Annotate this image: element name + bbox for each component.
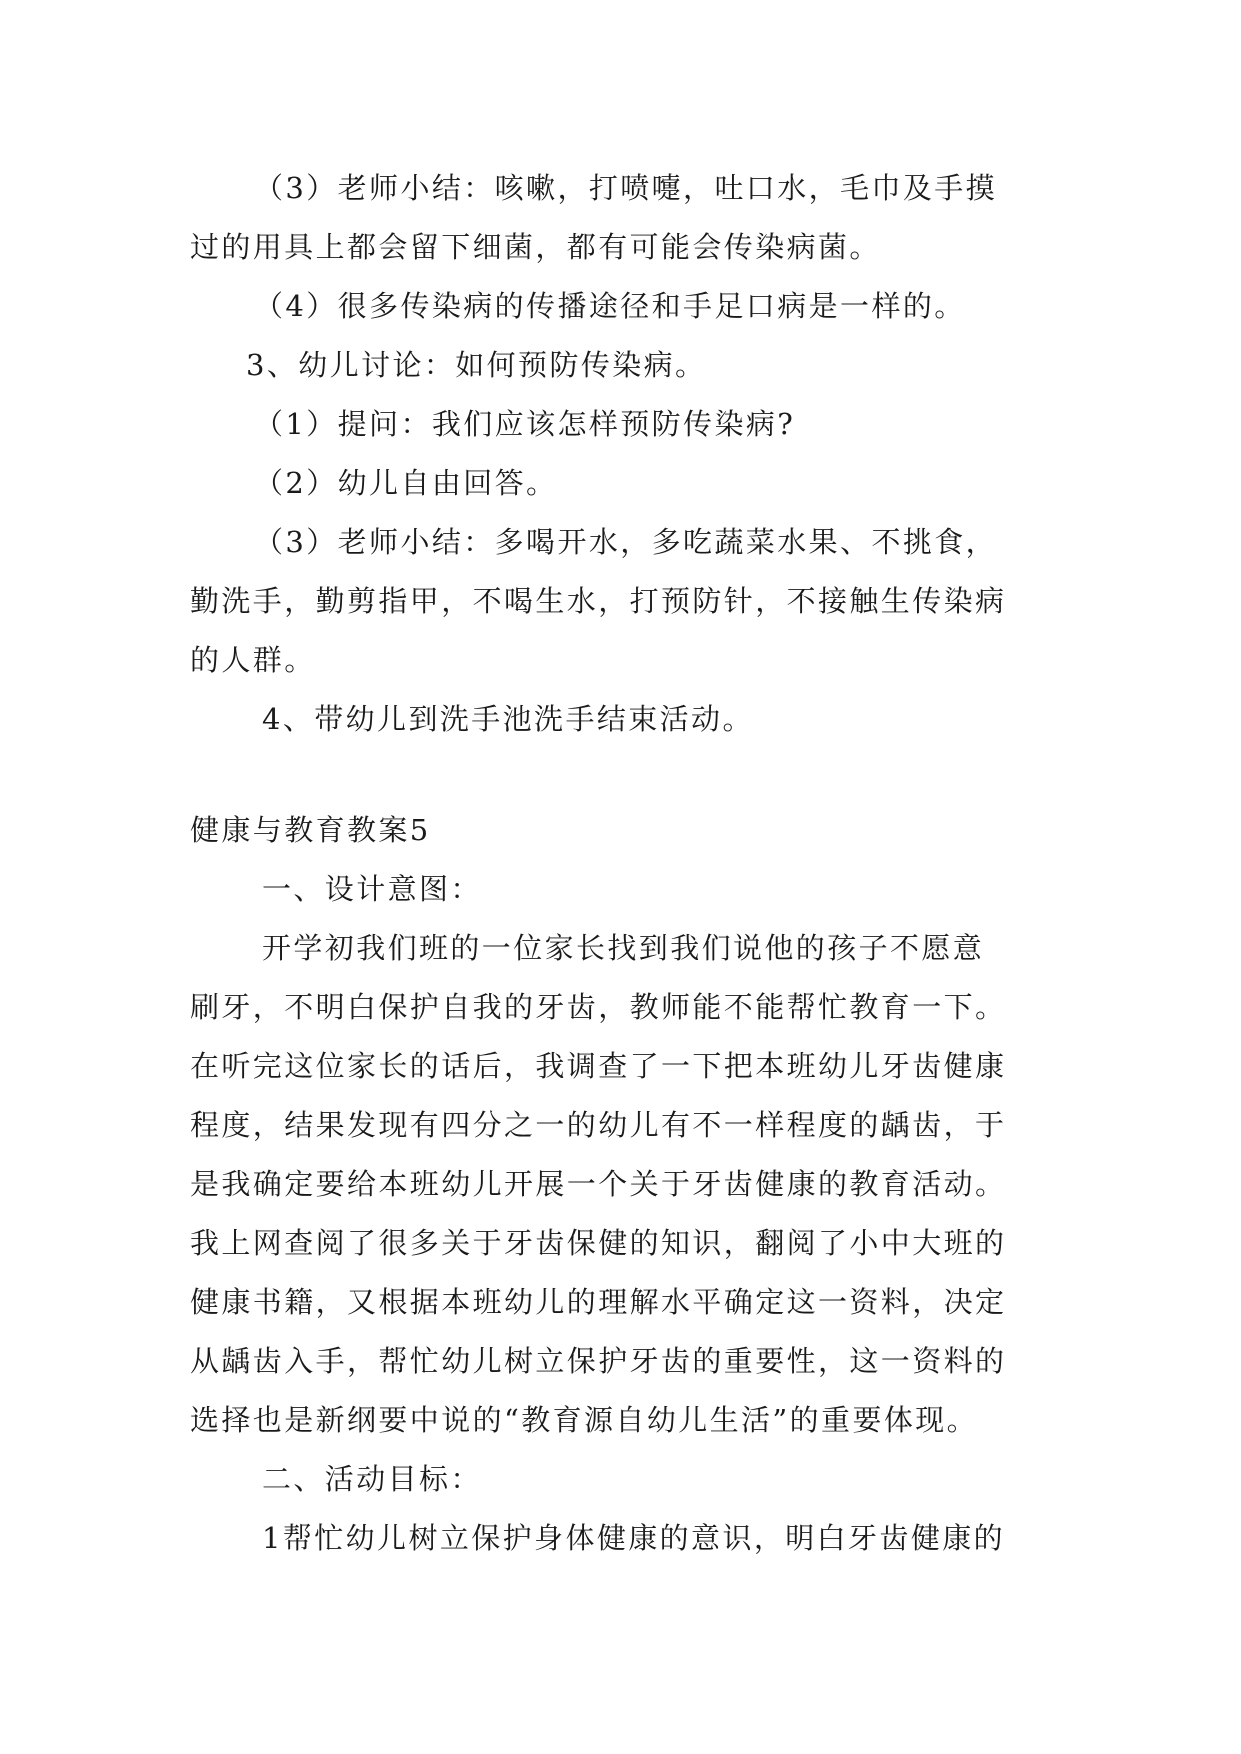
text-line: 从龋齿入手，帮忙幼儿树立保护牙齿的重要性，这一资料的 (190, 1344, 1007, 1378)
text-line: 过的用具上都会留下细菌，都有可能会传染病菌。 (190, 230, 881, 264)
text-line: 3、幼儿讨论：如何预防传染病。 (246, 348, 707, 382)
text-line: （1）提问：我们应该怎样预防传染病? (254, 407, 796, 441)
text-line: 在听完这位家长的话后，我调查了一下把本班幼儿牙齿健康 (190, 1049, 1007, 1083)
text-line: 是我确定要给本班幼儿开展一个关于牙齿健康的教育活动。 (190, 1167, 1007, 1201)
text-line: 的人群。 (190, 643, 316, 677)
text-line: 健康书籍，又根据本班幼儿的理解水平确定这一资料，决定 (190, 1285, 1007, 1319)
text-line: 开学初我们班的一位家长找到我们说他的孩子不愿意 (262, 931, 985, 965)
text-line: 1帮忙幼儿树立保护身体健康的意识，明白牙齿健康的 (262, 1521, 1006, 1555)
text-line: 4、带幼儿到洗手池洗手结束活动。 (262, 702, 754, 736)
text-line: （3）老师小结：咳嗽，打喷嚏，吐口水，毛巾及手摸 (254, 171, 998, 205)
text-line: 一、设计意图： (262, 872, 482, 906)
text-line: 勤洗手，勤剪指甲，不喝生水，打预防针，不接触生传染病 (190, 584, 1007, 618)
text-line: （2）幼儿自由回答。 (254, 466, 558, 500)
text-line: 选择也是新纲要中说的“教育源自幼儿生活”的重要体现。 (190, 1403, 979, 1437)
text-line: （3）老师小结：多喝开水，多吃蔬菜水果、不挑食， (254, 525, 998, 559)
section-heading: 健康与教育教案5 (190, 813, 431, 847)
text-line: 二、活动目标： (262, 1462, 482, 1496)
text-line: （4）很多传染病的传播途径和手足口病是一样的。 (254, 289, 966, 323)
text-line: 程度，结果发现有四分之一的幼儿有不一样程度的龋齿，于 (190, 1108, 1007, 1142)
text-line: 我上网查阅了很多关于牙齿保健的知识，翻阅了小中大班的 (190, 1226, 1007, 1260)
text-line: 刷牙，不明白保护自我的牙齿，教师能不能帮忙教育一下。 (190, 990, 1007, 1024)
